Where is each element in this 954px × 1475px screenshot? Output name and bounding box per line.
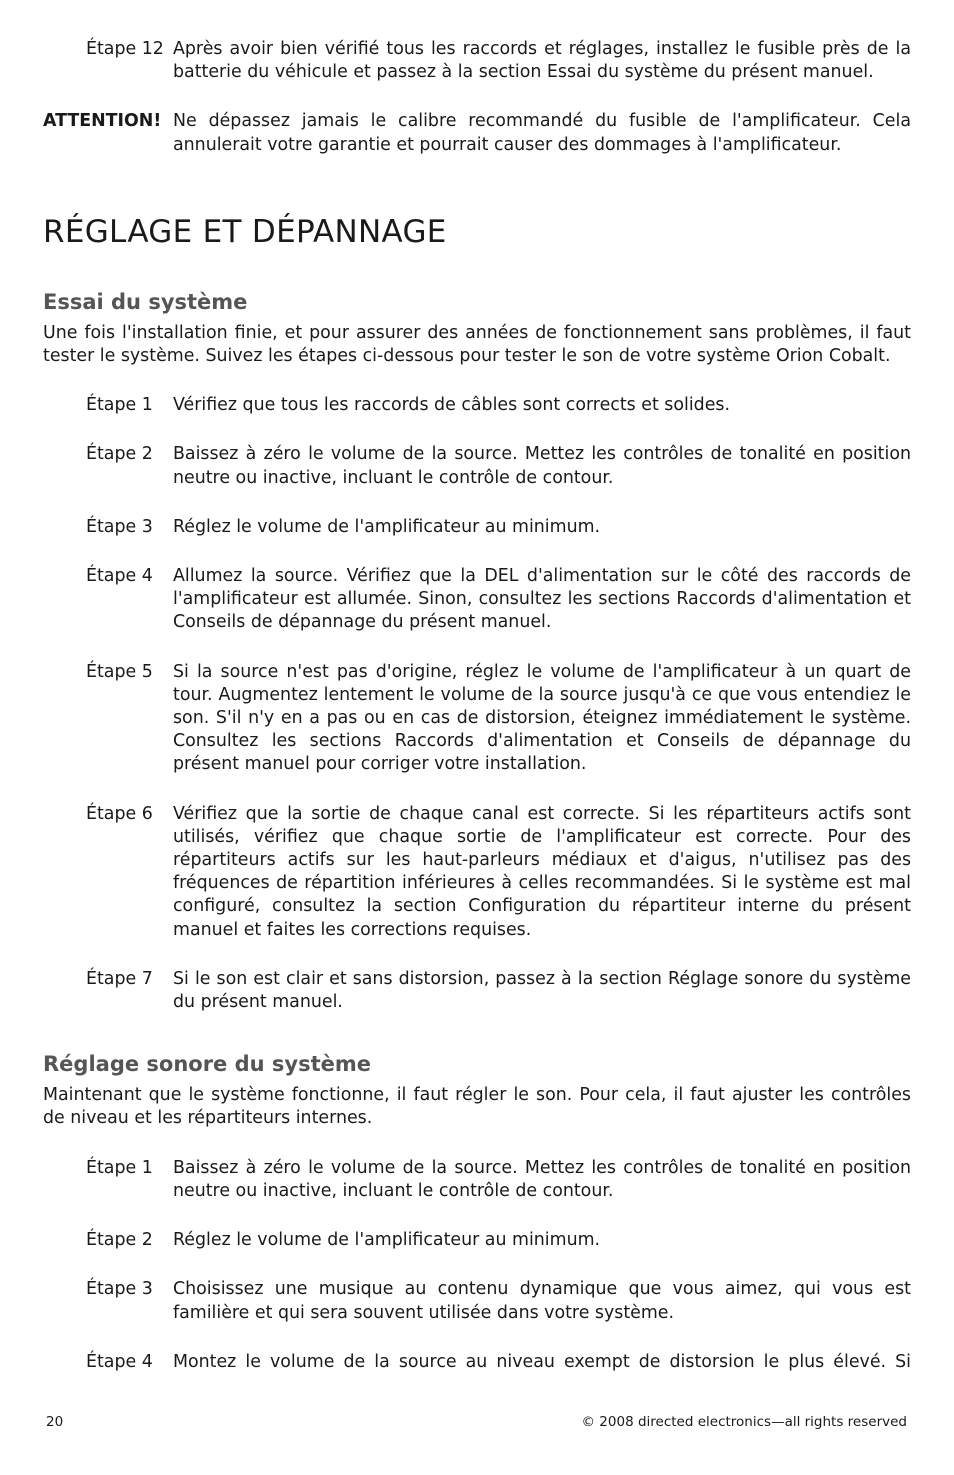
reglage-heading: Réglage sonore du système	[43, 1052, 372, 1077]
step-text: Montez le volume de la source au niveau exempt de distorsion le plus élevé. Si	[173, 1351, 911, 1372]
step-label: Étape 12	[86, 39, 164, 59]
reglage-step-4	[43, 1351, 911, 1374]
step-text: Après avoir bien vérifié tous les raccords et réglages, installez le fusible près de la batterie du véhicule et passez à la section Essai du système du présent manuel.	[173, 39, 911, 83]
essai-step-2	[43, 443, 911, 489]
step-label: Étape 2	[86, 444, 153, 465]
essai-step-1	[43, 394, 911, 417]
reglage-step-3	[43, 1278, 911, 1324]
step-label: Étape 4	[86, 1351, 153, 1372]
essai-intro: Une fois l'installation finie, et pour assurer des années de fonctionnement sans problèmes, il faut tester le système. Suivez les étapes ci-dessous pour tester le son de votre système Orion Cobalt.	[43, 322, 911, 367]
step-text: Vérifiez que la sortie de chaque canal est correcte. Si les répartiteurs actifs sont utilisés, vérifiez que chaque sortie de l'amplificateur est correcte. Pour des répartiteurs actifs sur les haut-parleurs médiaux et d'aigus, n'utilisez pas des fréquences de répartition inférieures à celles recommandées. Si le système est mal configuré, consultez la section Configuration du répartiteur interne du présent manuel et faites les corrections requises.	[173, 803, 911, 940]
reglage-intro: Maintenant que le système fonctionne, il faut régler le son. Pour cela, il faut ajuster les contrôles de niveau et les répartiteurs internes.	[43, 1085, 911, 1129]
step-text: Vérifiez que tous les raccords de câbles sont corrects et solides.	[173, 395, 730, 416]
essai-step-7	[43, 968, 911, 1014]
step-label: Étape 3	[86, 516, 153, 537]
step-label: Étape 1	[86, 1157, 153, 1178]
page-footer	[46, 1414, 907, 1430]
step-label: Étape 4	[86, 566, 153, 587]
step-text: Réglez le volume de l'amplificateur au minimum.	[173, 516, 601, 537]
essai-steps	[43, 394, 911, 1014]
step-label: Étape 7	[86, 968, 153, 989]
step-text: Baissez à zéro le volume de la source. Mettez les contrôles de tonalité en position neutre ou inactive, incluant le contrôle de contour.	[173, 1157, 911, 1201]
step-text: Si la source n'est pas d'origine, réglez le volume de l'amplificateur à un quart de tour. Augmentez lentement le volume de la source jusqu'à ce que vous entendiez le son. S'il n'y en a pas ou en cas de distorsion, éteignez immédiatement le système. Consultez les sections Raccords d'alimentation et Conseils de dépannage du présent manuel pour corriger votre installation.	[173, 661, 911, 775]
section-title: RÉGLAGE ET DÉPANNAGE	[43, 213, 447, 250]
step-text: Si le son est clair et sans distorsion, passez à la section Réglage sonore du système du présent manuel.	[173, 968, 911, 1013]
step-label: Étape 5	[86, 661, 153, 682]
essai-step-4	[43, 565, 911, 635]
step-text: Baissez à zéro le volume de la source. Mettez les contrôles de tonalité en position neutre ou inactive, incluant le contrôle de contour.	[173, 444, 911, 488]
step-text: Allumez la source. Vérifiez que la DEL d'alimentation sur le côté des raccords de l'amplificateur est allumée. Sinon, consultez les sections Raccords d'alimentation et Conseils de dépannage du présent manuel.	[173, 566, 911, 633]
reglage-step-2	[43, 1229, 911, 1252]
copyright: © 2008 directed electronics—all rights reserved	[581, 1414, 907, 1430]
essai-step-6	[43, 803, 911, 942]
page-content	[43, 38, 911, 1374]
page-number: 20	[46, 1414, 64, 1430]
essai-step-5	[43, 661, 911, 777]
reglage-steps	[43, 1157, 911, 1374]
step-12	[43, 38, 911, 84]
step-label: Étape 6	[86, 803, 153, 824]
step-label: Étape 2	[86, 1230, 153, 1251]
essai-heading: Essai du système	[43, 289, 248, 314]
step-label: Étape 3	[86, 1279, 153, 1300]
step-text: Choisissez une musique au contenu dynamique que vous aimez, qui vous est familière et qui sera souvent utilisée dans votre système.	[173, 1279, 911, 1323]
step-label: Étape 1	[86, 395, 153, 416]
attention-label: ATTENTION!	[43, 111, 162, 132]
reglage-step-1	[43, 1157, 911, 1203]
essai-step-3	[43, 516, 911, 539]
attention-notice	[43, 110, 911, 156]
attention-text: Ne dépassez jamais le calibre recommandé du fusible de l'amplificateur. Cela annulerait votre garantie et pourrait causer des dommages à l'amplificateur.	[173, 111, 911, 155]
step-text: Réglez le volume de l'amplificateur au minimum.	[173, 1230, 601, 1251]
